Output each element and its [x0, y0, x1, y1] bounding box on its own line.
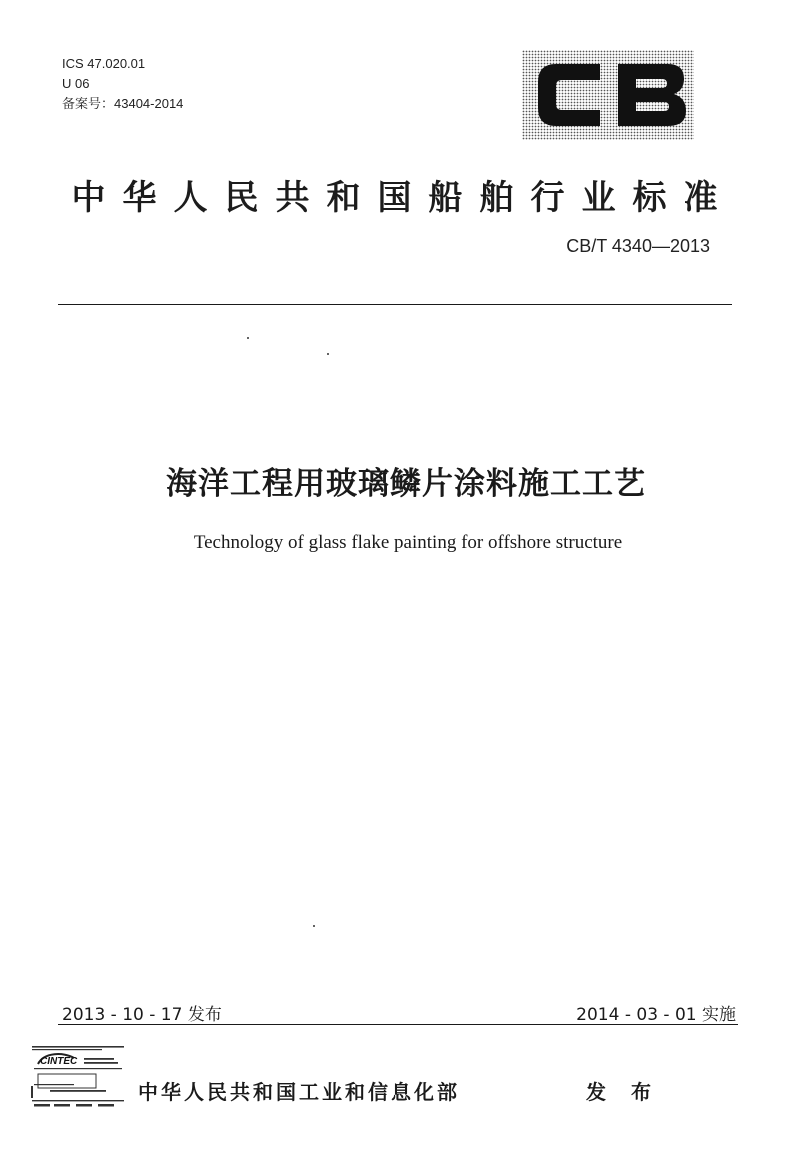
ics-code: ICS 47.020.01 — [62, 56, 146, 71]
filing-number: 备案号：43404-2014 — [62, 96, 184, 111]
scan-speck — [327, 353, 329, 355]
cb-logo — [522, 50, 694, 140]
classification-code: U 06 — [62, 76, 90, 91]
divider-bottom — [58, 1024, 738, 1025]
scan-speck — [247, 337, 249, 339]
scan-speck — [313, 925, 315, 927]
stamp-text: CINTEC — [40, 1056, 78, 1067]
document-metadata — [62, 54, 183, 114]
release-date: 2013 - 10 - 17 发布 — [62, 1005, 222, 1025]
document-title-english: Technology of glass flake painting for offshore structure — [193, 532, 623, 553]
standard-title: 中华人民共和国船舶行业标准 — [71, 178, 735, 218]
publisher-name: 中华人民共和国工业和信息化部 — [138, 1080, 460, 1104]
divider-top — [58, 304, 732, 305]
implementation-date: 2014 - 03 - 01 实施 — [576, 1005, 736, 1025]
issue-label: 发 布 — [586, 1080, 660, 1104]
document-title-chinese: 海洋工程用玻璃鳞片涂料施工工艺 — [166, 466, 646, 502]
standard-code: CB/T 4340—2013 — [566, 236, 710, 256]
anti-counterfeit-stamp — [28, 1040, 128, 1114]
